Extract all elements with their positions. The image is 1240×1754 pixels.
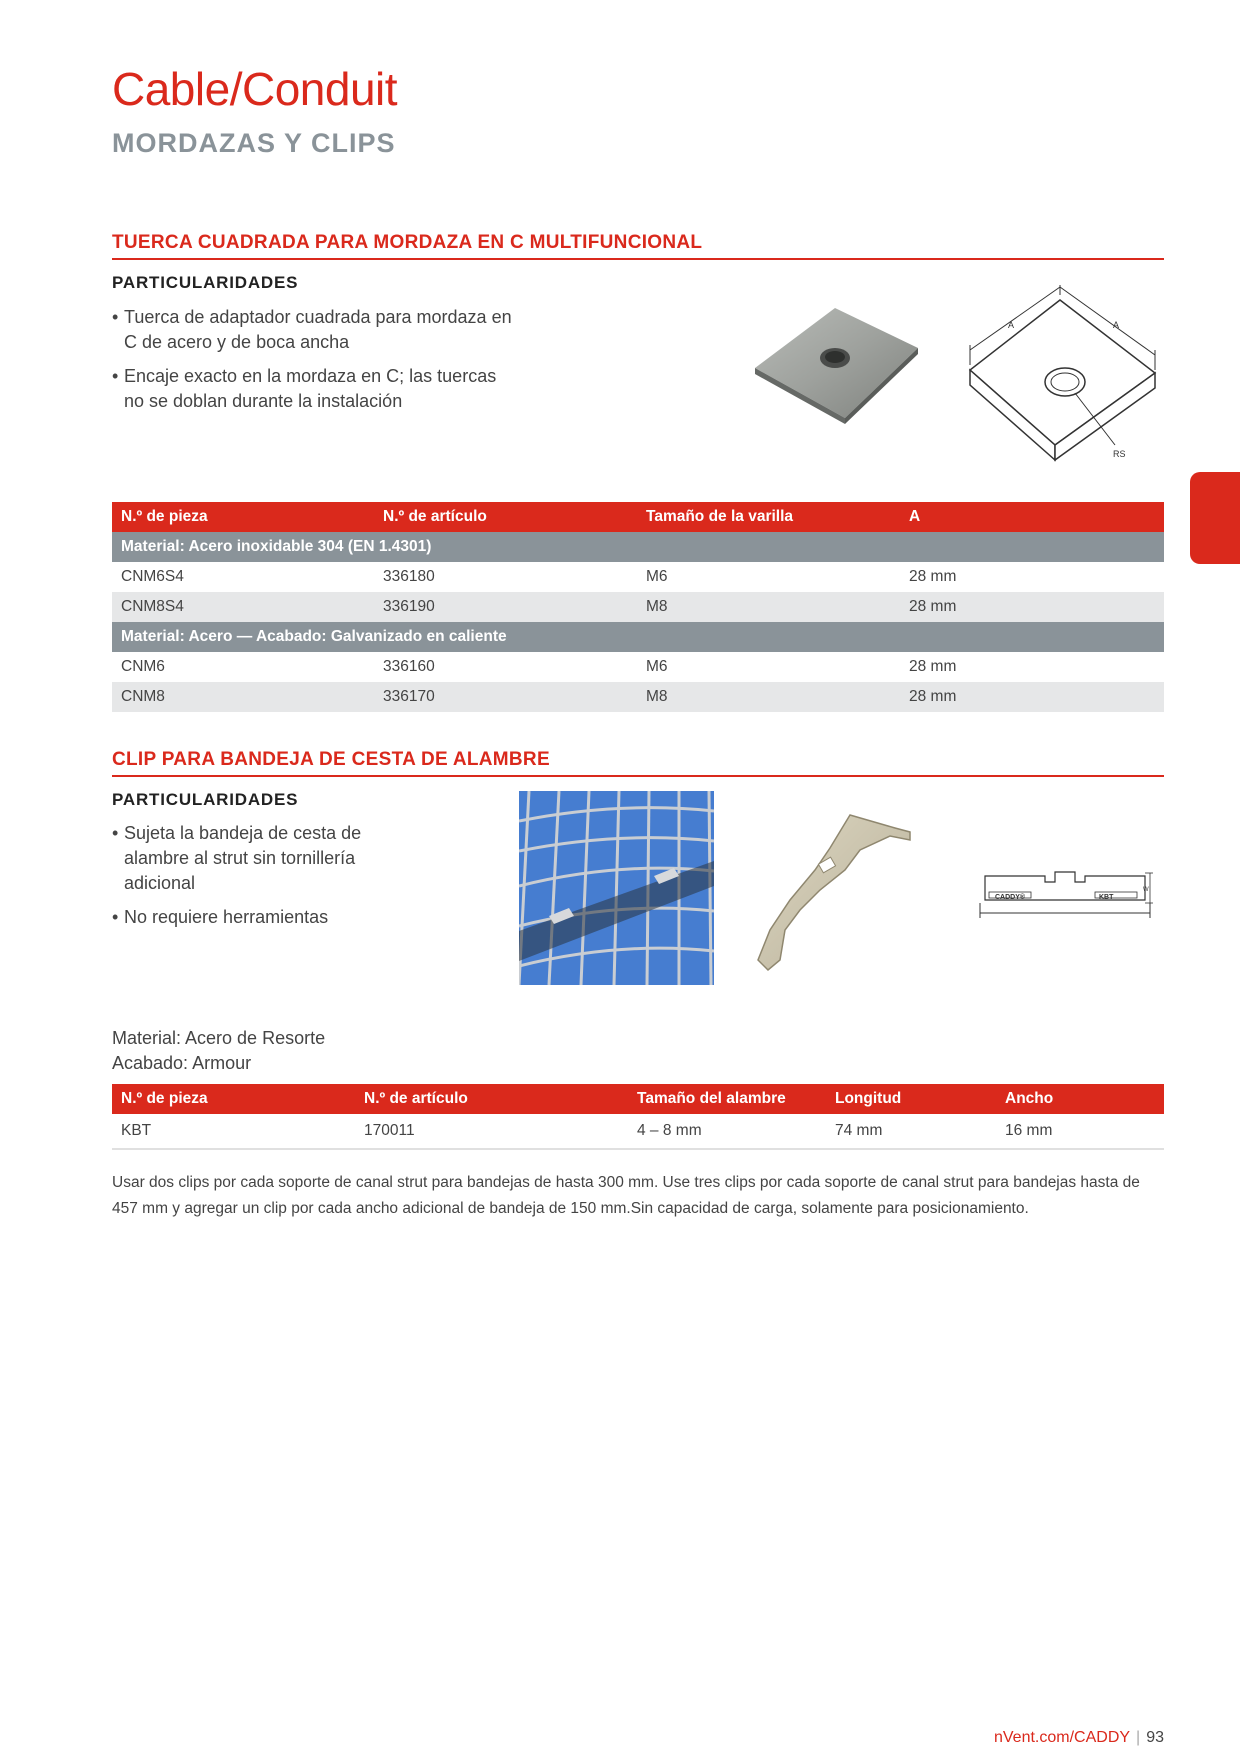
- usage-note: Usar dos clips por cada soporte de canal strut para bandejas de hasta 300 mm. Use tres clips por cada soporte de canal strut para bandejas hasta de 457 mm y agregar un clip por cada ancho adicional de bandeja de 150 mm.Sin capacidad de carga, solamente para posicionamiento.: [112, 1174, 1140, 1217]
- rod-size: M6: [646, 658, 668, 675]
- article-number: 336170: [374, 682, 637, 712]
- column-header: N.º de artículo: [355, 1084, 628, 1114]
- part-number: CNM6S4: [121, 568, 184, 585]
- page-title: Cable/Conduit: [112, 63, 398, 115]
- page-subtitle: MORDAZAS Y CLIPS: [112, 128, 396, 158]
- article-number: 336160: [383, 658, 435, 675]
- table-row: [112, 562, 1164, 592]
- length: 74 mm: [826, 1114, 996, 1149]
- table-row: [112, 652, 1164, 682]
- square-nut-diagram: [965, 285, 1165, 470]
- material-info: [112, 1026, 325, 1076]
- table-row: [112, 592, 1164, 622]
- column-header: Longitud: [826, 1084, 996, 1114]
- diagram-label-rs: RS: [1113, 449, 1126, 459]
- feature-item: • Encaje exacto en la mordaza en C; las tuercas no se doblan durante la instalación: [112, 364, 512, 414]
- feature-list: [112, 821, 382, 939]
- feature-item: • Sujeta la bandeja de cesta de alambre al strut sin tornillería adicional: [112, 821, 382, 896]
- diagram-label-w: W: [1143, 887, 1149, 893]
- chapter-tab: [1190, 472, 1240, 564]
- rod-size: M8: [637, 592, 900, 622]
- page-footer: nVent.com/CADDY | 93: [993, 1729, 1164, 1746]
- dimension-a: 28 mm: [900, 592, 1164, 622]
- diagram-label-a: A: [1008, 320, 1015, 330]
- article-number: 336180: [383, 568, 435, 585]
- footer-url[interactable]: nVent.com/CADDY: [993, 1729, 1131, 1746]
- material-line: Material: Acero de Resorte: [112, 1028, 326, 1048]
- part-number: CNM6: [121, 658, 165, 675]
- rod-size: M8: [637, 682, 900, 712]
- rod-size: M6: [646, 568, 668, 585]
- column-header: N.º de artículo: [374, 502, 637, 532]
- column-header: N.º de pieza: [112, 1084, 355, 1114]
- wire-size: 4 – 8 mm: [628, 1114, 826, 1149]
- dimension-a: 28 mm: [900, 682, 1164, 712]
- section-heading-nut: TUERCA CUADRADA PARA MORDAZA EN C MULTIFUNCIONAL: [112, 232, 1164, 260]
- page-number: 93: [1146, 1729, 1164, 1746]
- part-number: CNM8S4: [112, 592, 374, 622]
- dimension-a: 28 mm: [909, 658, 957, 675]
- article-number: 336190: [374, 592, 637, 622]
- column-header: Ancho: [996, 1084, 1164, 1114]
- article-number: 170011: [355, 1114, 628, 1149]
- column-header: N.º de pieza: [112, 502, 374, 532]
- feature-item: • Tuerca de adaptador cuadrada para mordaza en C de acero y de boca ancha: [112, 305, 512, 355]
- dimension-a: 28 mm: [909, 568, 957, 585]
- material-group-row: [112, 622, 1164, 652]
- table-header-row: [112, 502, 1164, 532]
- section-heading-clip: CLIP PARA BANDEJA DE CESTA DE ALAMBRE: [112, 749, 1164, 777]
- table-row: [112, 682, 1164, 712]
- material-label: Material: Acero inoxidable 304 (EN 1.4301): [112, 532, 1164, 562]
- features-label: PARTICULARIDADES: [112, 790, 299, 809]
- feature-list: [112, 305, 512, 423]
- clip-code-label: KBT: [1099, 894, 1114, 901]
- diagram-label-a: A: [1113, 320, 1120, 330]
- material-label: Material: Acero — Acabado: Galvanizado en caliente: [112, 622, 1164, 652]
- width: 16 mm: [996, 1114, 1164, 1149]
- feature-item: • No requiere herramientas: [112, 905, 382, 930]
- column-header: A: [900, 502, 1164, 532]
- square-nut-photo: [750, 300, 925, 425]
- clip-spec-table: [112, 1084, 1164, 1150]
- clip-brand-label: CADDY®: [995, 894, 1026, 901]
- nut-spec-table: [112, 502, 1164, 712]
- finish-line: Acabado: Armour: [112, 1053, 252, 1073]
- table-row: [112, 1114, 1164, 1149]
- wire-basket-photo: [519, 791, 714, 985]
- part-number: CNM8: [112, 682, 374, 712]
- clip-photo: [750, 810, 920, 975]
- material-group-row: [112, 532, 1164, 562]
- clip-diagram: [975, 868, 1155, 928]
- column-header: Tamaño del alambre: [628, 1084, 826, 1114]
- table-header-row: [112, 1084, 1164, 1114]
- part-number: KBT: [112, 1114, 355, 1149]
- column-header: Tamaño de la varilla: [637, 502, 900, 532]
- features-label: PARTICULARIDADES: [112, 273, 299, 292]
